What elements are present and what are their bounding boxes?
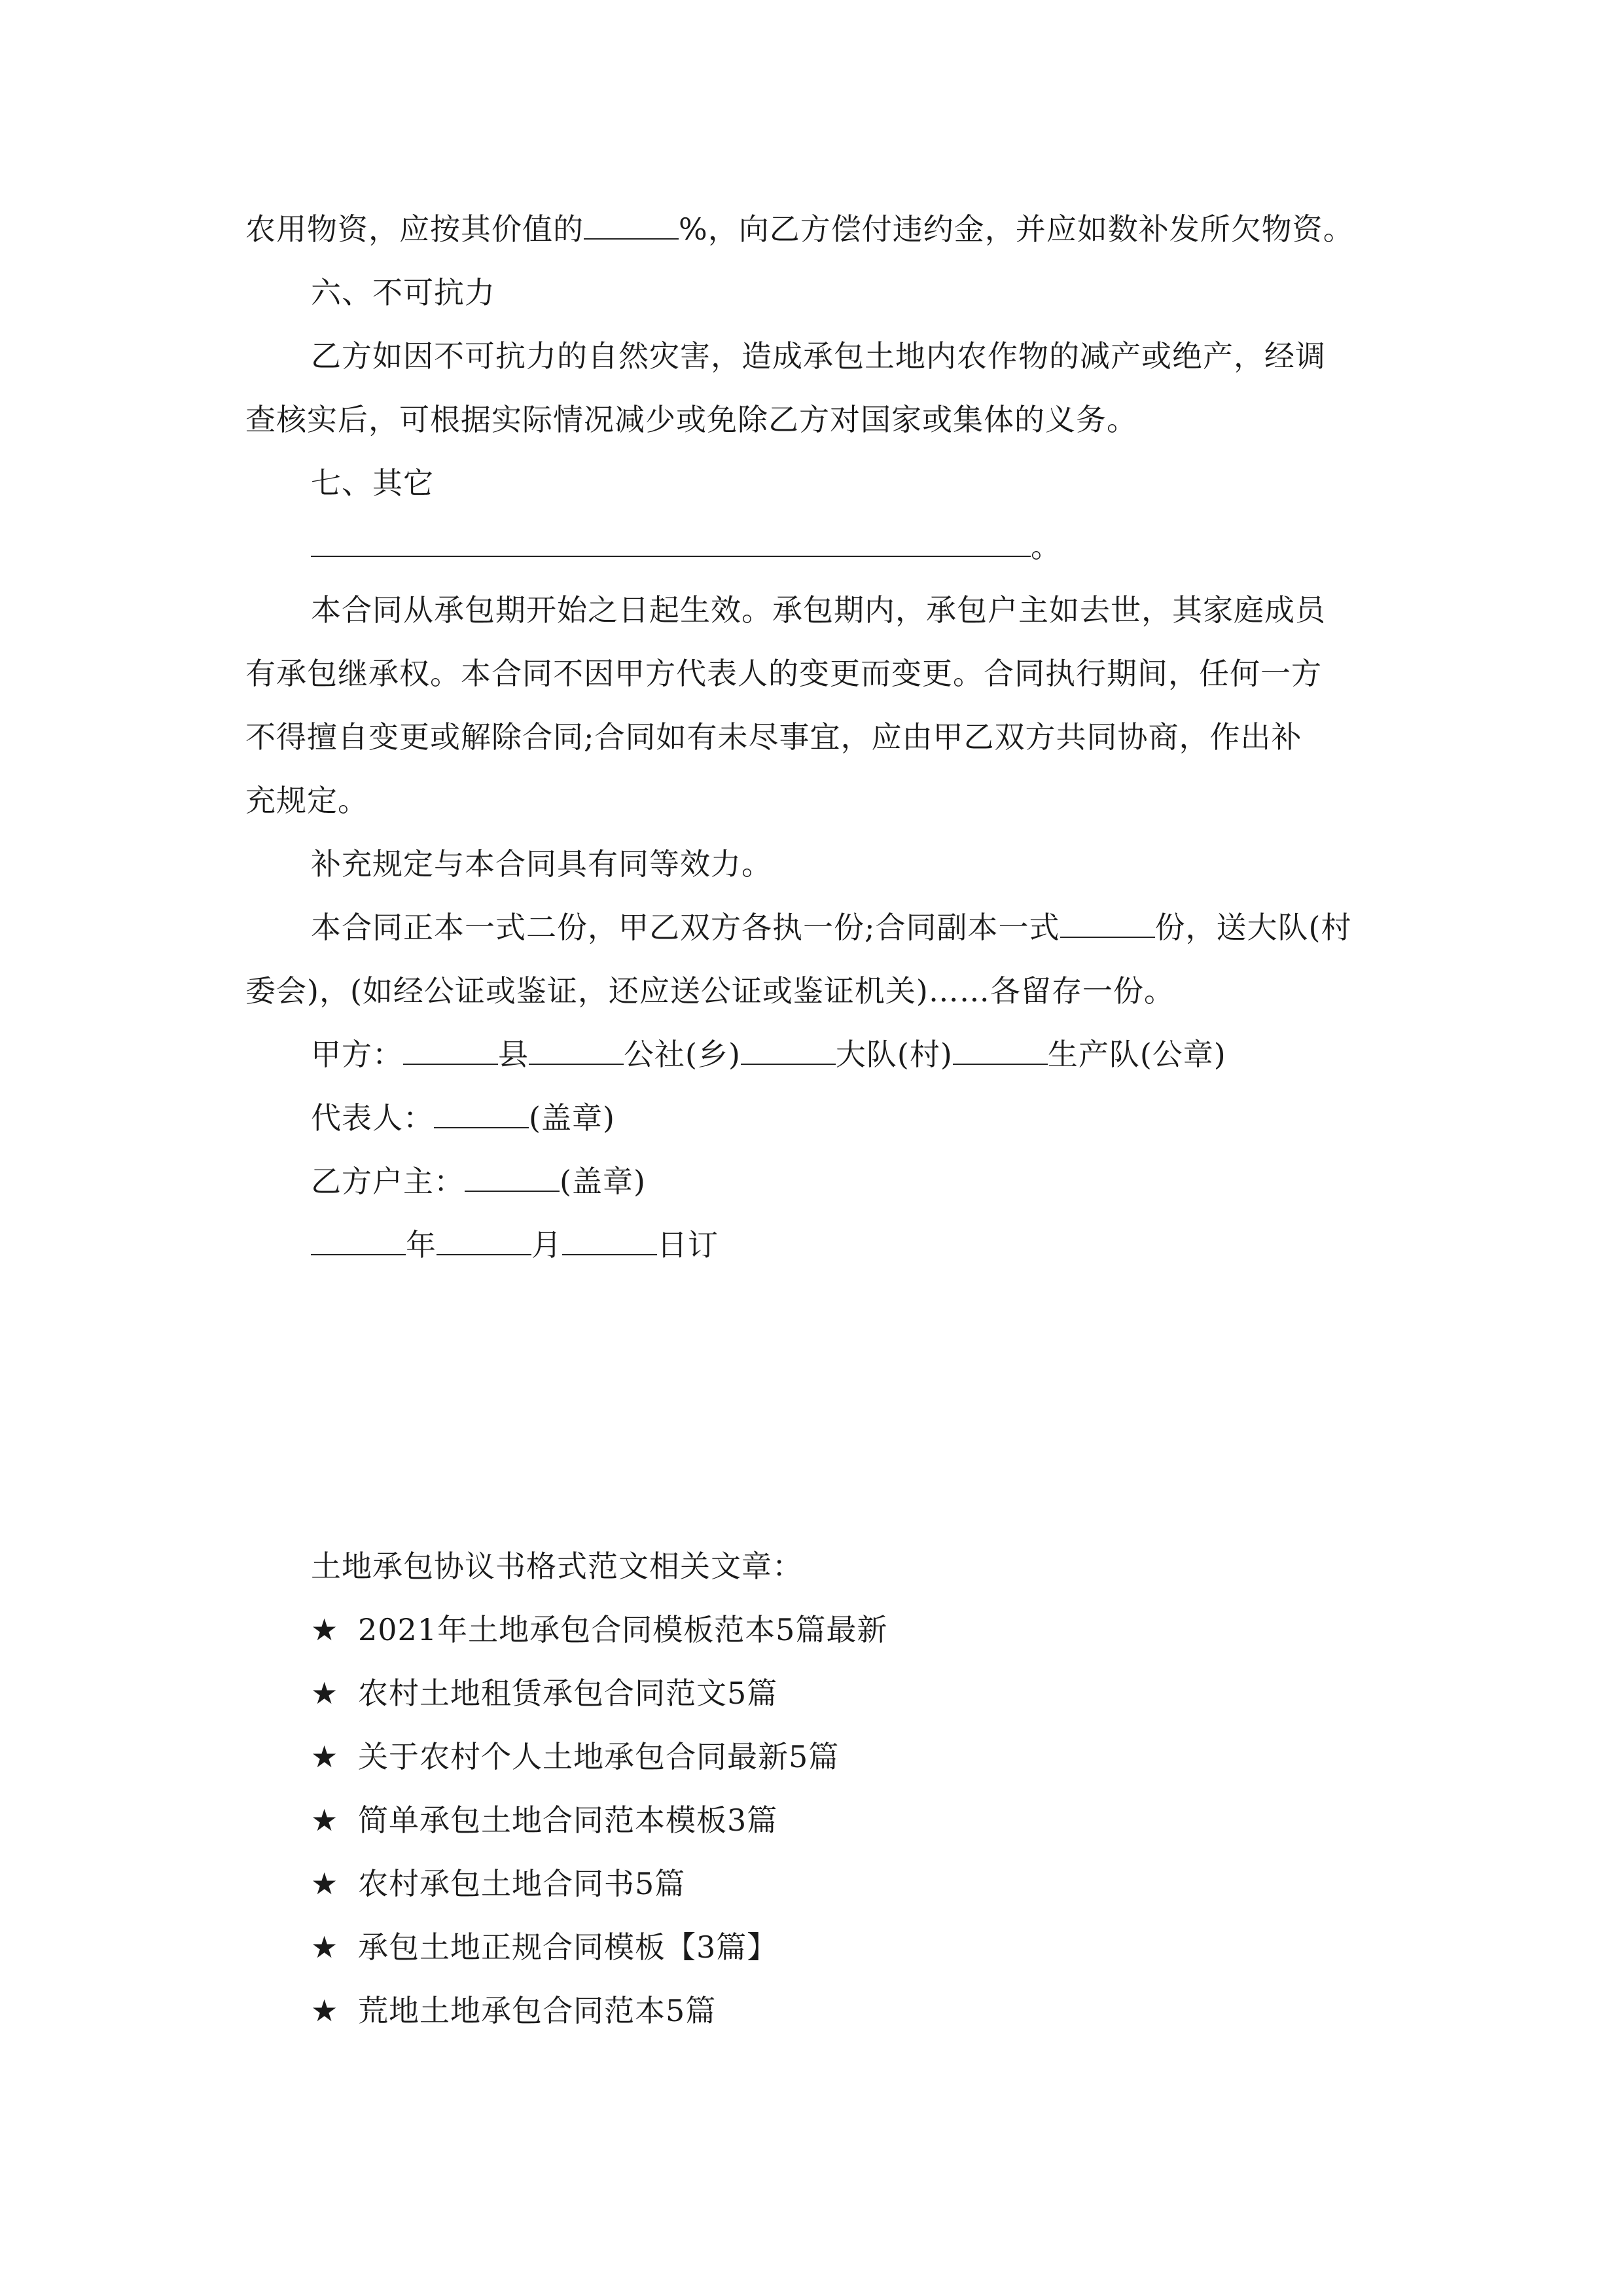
star-icon: ★ xyxy=(311,1803,339,1838)
blank-field xyxy=(465,1164,560,1192)
section-6-title: 六、不可抗力 xyxy=(311,275,495,310)
effect-line-3: 不得擅自变更或解除合同;合同如有未尽事宜，应由甲乙双方共同协商，作出补 xyxy=(245,719,1302,755)
text: (盖章) xyxy=(560,1164,646,1199)
related-link[interactable] xyxy=(311,1864,1463,1903)
blank-field xyxy=(1060,910,1155,938)
party-b-label: 乙方户主： xyxy=(311,1164,465,1199)
section-6-line-2: 查核实后，可根据实际情况减少或免除乙方对国家或集体的义务。 xyxy=(245,402,1137,437)
blank-field xyxy=(584,212,679,240)
related-link-label[interactable]: 简单承包土地合同范本模板3篇 xyxy=(358,1803,778,1838)
blank-field xyxy=(437,1228,531,1255)
text: 大队(村) xyxy=(835,1037,953,1072)
text: 日订 xyxy=(657,1227,719,1263)
blank-field xyxy=(434,1101,529,1128)
effect-line-2: 有承包继承权。本合同不因甲方代表人的变更而变更。合同执行期间，任何一方 xyxy=(245,656,1322,691)
related-link-label[interactable]: 农村承包土地合同书5篇 xyxy=(358,1866,686,1901)
text: 本合同正本一式二份，甲乙双方各执一份;合同副本一式 xyxy=(311,910,1060,945)
party-a-label: 甲方： xyxy=(311,1037,403,1072)
representative-label: 代表人： xyxy=(311,1100,434,1136)
related-heading: 土地承包协议书格式范文相关文章： xyxy=(311,1549,803,1584)
section-7-title: 七、其它 xyxy=(311,465,434,501)
star-icon: ★ xyxy=(311,1993,339,2028)
copies-line-1 xyxy=(311,908,1463,947)
text: (盖章) xyxy=(529,1100,615,1136)
related-link-label[interactable]: 2021年土地承包合同模板范本5篇最新 xyxy=(358,1612,888,1647)
text: 月 xyxy=(531,1227,562,1263)
related-link[interactable] xyxy=(311,1610,1463,1649)
long-blank-field xyxy=(311,529,1031,557)
star-icon: ★ xyxy=(311,1739,339,1774)
star-icon: ★ xyxy=(311,1612,339,1647)
related-link-label[interactable]: 关于农村个人土地承包合同最新5篇 xyxy=(358,1739,840,1774)
related-link-label[interactable]: 农村土地租赁承包合同范文5篇 xyxy=(358,1676,778,1711)
blank-field xyxy=(953,1037,1048,1065)
copies-line-2: 委会)，(如经公证或鉴证，还应送公证或鉴证机关)……各留存一份。 xyxy=(245,973,1175,1009)
text: 。 xyxy=(1031,529,1061,564)
related-link[interactable] xyxy=(311,1674,1463,1713)
text: 年 xyxy=(406,1227,437,1263)
text: 生产队(公章) xyxy=(1047,1037,1226,1072)
paragraph-penalty xyxy=(245,209,1397,249)
blank-field xyxy=(529,1037,624,1065)
related-link[interactable] xyxy=(311,1928,1463,1967)
section-6-line-1: 乙方如因不可抗力的自然灾害，造成承包土地内农作物的减产或绝产，经调 xyxy=(311,338,1326,374)
date-line xyxy=(311,1225,1463,1265)
related-link-label[interactable]: 荒地土地承包合同范本5篇 xyxy=(358,1993,717,2028)
effect-line-4: 充规定。 xyxy=(245,783,368,818)
party-b-line xyxy=(311,1162,1463,1201)
related-link[interactable] xyxy=(311,1737,1463,1776)
star-icon: ★ xyxy=(311,1676,339,1711)
text: 公社(乡) xyxy=(624,1037,741,1072)
blank-field xyxy=(562,1228,657,1255)
supplement-line: 补充规定与本合同具有同等效力。 xyxy=(311,846,772,882)
related-link[interactable] xyxy=(311,1991,1463,2030)
section-7-blank-line xyxy=(311,527,1463,566)
text: 份，送大队(村 xyxy=(1154,910,1352,945)
effect-line-1: 本合同从承包期开始之日起生效。承包期内，承包户主如去世，其家庭成员 xyxy=(311,592,1326,628)
star-icon: ★ xyxy=(311,1866,339,1901)
related-link[interactable] xyxy=(311,1801,1463,1840)
blank-field xyxy=(311,1228,406,1255)
blank-field xyxy=(741,1037,836,1065)
related-link-label[interactable]: 承包土地正规合同模板【3篇】 xyxy=(358,1929,778,1965)
star-icon: ★ xyxy=(311,1929,339,1965)
text: %，向乙方偿付违约金，并应如数补发所欠物资。 xyxy=(679,211,1354,247)
representative-line xyxy=(311,1098,1463,1138)
party-a-line xyxy=(311,1035,1463,1074)
text: 农用物资，应按其价值的 xyxy=(245,211,584,247)
blank-field xyxy=(403,1037,498,1065)
text: 县 xyxy=(498,1037,529,1072)
